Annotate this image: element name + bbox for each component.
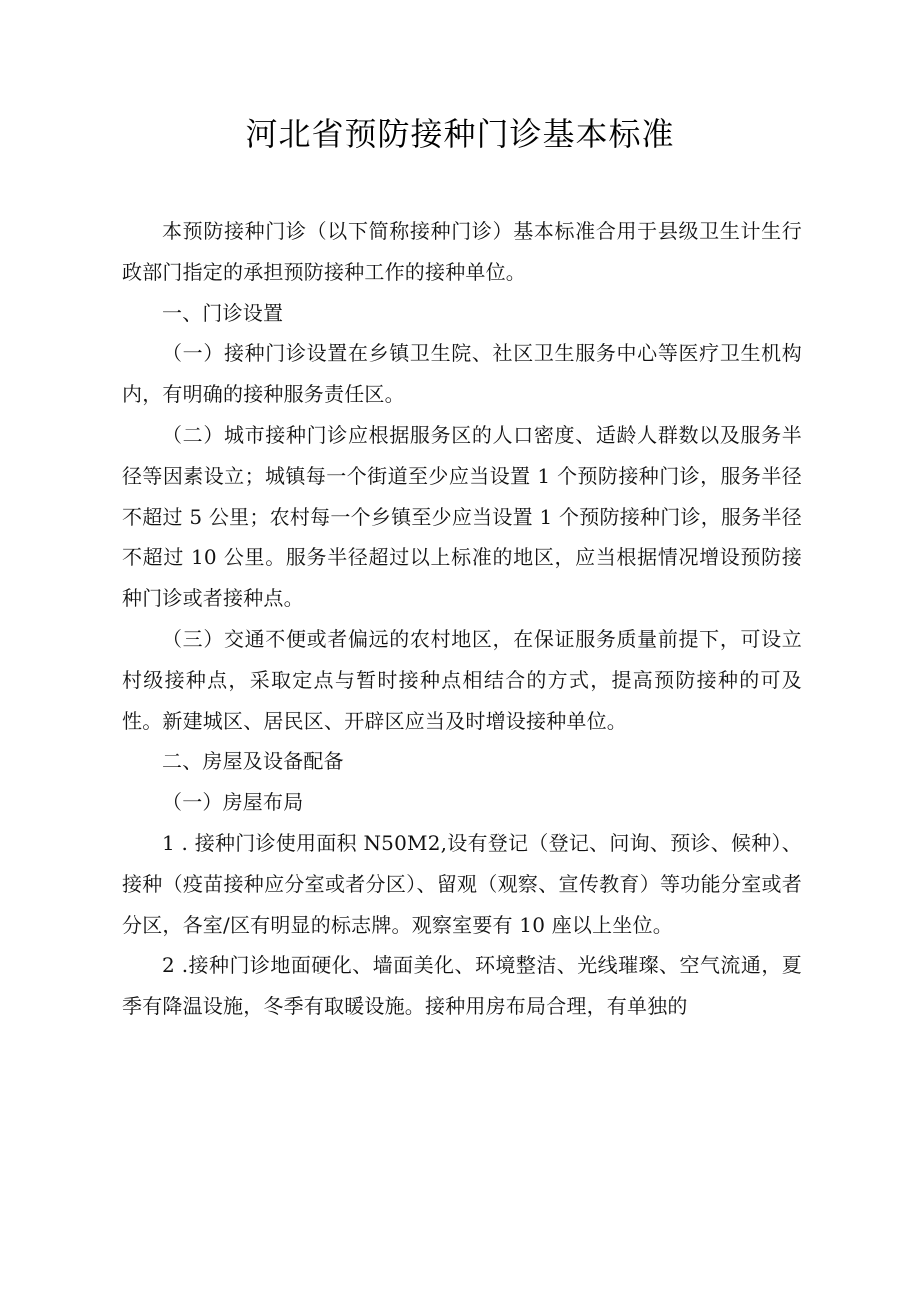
- heading-building-equipment: 二、房屋及设备配备: [162, 749, 344, 774]
- paragraph-service-radius: （二）城市接种门诊应根据服务区的人口密度、适龄人群数以及服务半径等因素设立；城镇每一个街道至少应当设置 1 个预防接种门诊，服务半径不超过 5 公里；农村每一个乡镇至少应当设置 1 个预防接种门诊，服务半径不超过 10 公里。服务半径超过以上标准的地区，应当根据情况增设预防接种门诊或者接种点。: [122, 422, 802, 611]
- paragraph-clinic-location: （一）接种门诊设置在乡镇卫生院、社区卫生服务中心等医疗卫生机构内，有明确的接种服务责任区。: [122, 341, 802, 407]
- paragraph-rural-points: （三）交通不便或者偏远的农村地区，在保证服务质量前提下，可设立村级接种点，采取定点与暂时接种点相结合的方式，提高预防接种的可及性。新建城区、居民区、开辟区应当及时增设接种单位。: [122, 626, 802, 733]
- heading-building-layout: （一）房屋布局: [162, 790, 304, 815]
- document-body: [122, 211, 802, 1027]
- paragraph-area-rooms: 1 . 接种门诊使用面积 N50M2,设有登记（登记、问询、预诊、候种）、接种（疫苗接种应分室或者分区）、留观（观察、宣传教育）等功能分室或者分区，各室/区有明显的标志牌。观察室要有 10 座以上坐位。: [122, 830, 802, 937]
- heading-clinic-setup: 一、门诊设置: [162, 300, 284, 325]
- paragraph-scope: 本预防接种门诊（以下简称接种门诊）基本标准合用于县级卫生计生行政部门指定的承担预防接种工作的接种单位。: [122, 219, 802, 284]
- document-title: 河北省预防接种门诊基本标准: [245, 115, 675, 153]
- paragraph-environment: 2 .接种门诊地面硬化、墙面美化、环境整洁、光线璀璨、空气流通，夏季有降温设施，冬季有取暖设施。接种用房布局合理，有单独的: [122, 953, 802, 1019]
